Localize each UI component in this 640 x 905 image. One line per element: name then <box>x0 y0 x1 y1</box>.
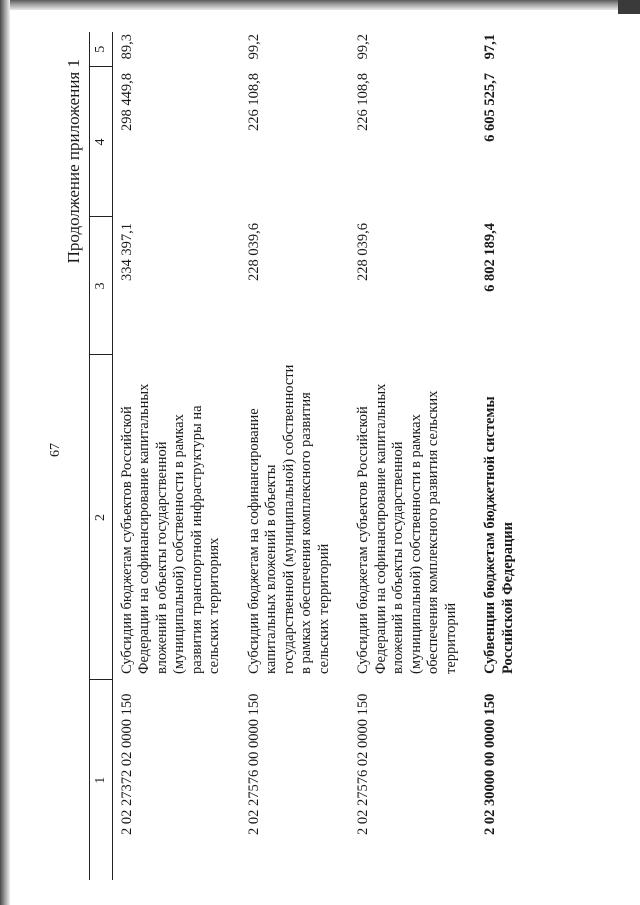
income-name: Субвенции бюджетам бюджетной системы Российской Федерации <box>482 396 516 674</box>
table-row <box>476 32 533 880</box>
budget-code: 2 02 30000 00 0000 150 <box>482 693 498 835</box>
income-name: Субсидии бюджетам субъектов Российской Федерации на софинансирование капитальных вложений в объекты государственной (муниципальной) собственности в рамках развития транспортной инфраструктуры на сельских территориях <box>118 383 222 674</box>
execution-percent: 97,1 <box>482 34 498 60</box>
table-header-row <box>90 32 113 880</box>
continuation-label: Продолжение приложения 1 <box>64 59 83 264</box>
actual-amount: 298 449,8 <box>118 73 135 131</box>
execution-percent: 89,3 <box>118 34 135 60</box>
page-number: 67 <box>48 443 63 457</box>
column-header-5: 5 <box>90 32 113 67</box>
planned-amount: 334 397,1 <box>118 223 135 281</box>
table-row <box>112 32 240 880</box>
budget-code: 2 02 27576 02 0000 150 <box>355 693 371 835</box>
budget-code: 2 02 27372 02 0000 150 <box>118 693 135 835</box>
column-header-1: 1 <box>90 680 113 880</box>
planned-amount: 228 039,6 <box>355 223 371 281</box>
actual-amount: 226 108,8 <box>355 73 371 131</box>
income-name: Субсидии бюджетам на софинансирование капитальных вложений в объекты государственной (муниципальной) собственности в рамках обеспечения комплексного развития сельских территорий <box>245 364 332 674</box>
planned-amount: 6 802 189,4 <box>482 223 498 292</box>
planned-amount: 228 039,6 <box>245 223 262 281</box>
budget-code: 2 02 27576 00 0000 150 <box>245 693 262 835</box>
column-header-4: 4 <box>90 67 113 217</box>
table-row <box>240 32 350 880</box>
actual-amount: 226 108,8 <box>245 73 262 131</box>
execution-percent: 99,2 <box>245 34 262 60</box>
execution-percent: 99,2 <box>355 34 371 60</box>
column-header-3: 3 <box>90 217 113 355</box>
appendix-table <box>89 32 533 880</box>
table-row <box>349 32 476 880</box>
actual-amount: 6 605 525,7 <box>482 73 498 142</box>
income-name: Субсидии бюджетам субъектов Российской Федерации на софинансирование капитальных вложений в объекты государственной (муниципальной) собственности в рамках обеспечения комплексного развития сельских территорий <box>355 383 459 674</box>
column-header-2: 2 <box>90 355 113 680</box>
